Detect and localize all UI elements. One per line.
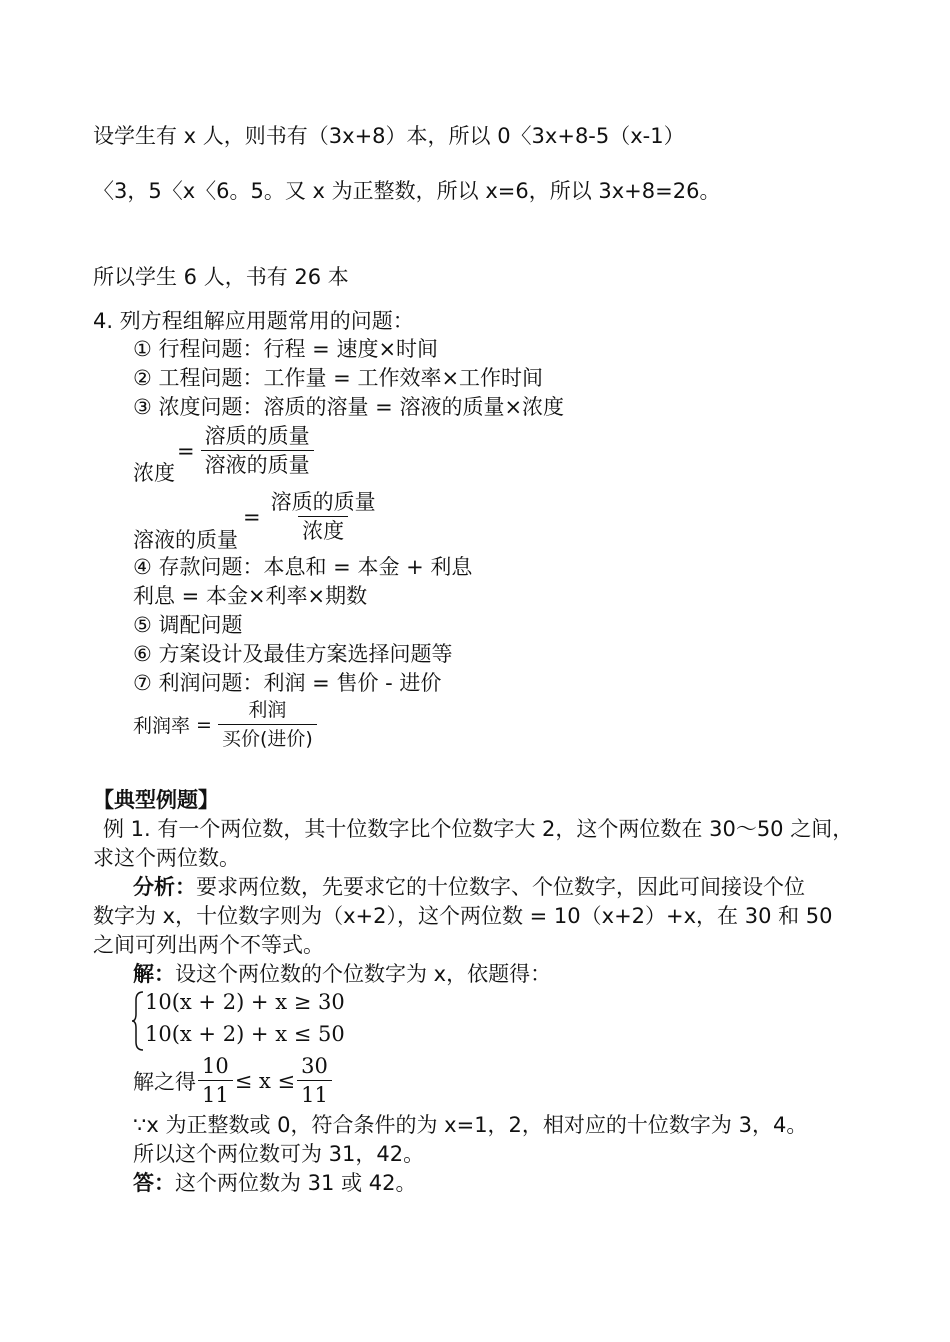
solution-range bbox=[133, 1052, 332, 1109]
equals-sign: = bbox=[196, 713, 212, 736]
fraction-numerator: 10 bbox=[202, 1054, 229, 1078]
paragraph-line: 设学生有 x 人，则书有（3x+8）本，所以 0〈3x+8-5（x-1） bbox=[93, 124, 685, 148]
question-line: 求这个两位数。 bbox=[93, 846, 240, 870]
left-brace-icon bbox=[131, 990, 145, 1052]
fraction-numerator: 溶质的质量 bbox=[270, 490, 376, 514]
profit-rate-formula bbox=[133, 696, 317, 753]
fraction-denominator: 11 bbox=[198, 1080, 233, 1109]
analysis-line: 数字为 x，十位数字则为（x+2），这个两位数 = 10（x+2）+x，在 30 和 50 bbox=[93, 904, 833, 928]
formula-fraction bbox=[243, 488, 380, 545]
section-title: 4. 列方程组解应用题常用的问题： bbox=[93, 309, 414, 333]
list-item: ⑤ 调配问题 bbox=[133, 613, 243, 637]
solution-line bbox=[133, 960, 551, 988]
conclusion-line: 所以这个两位数可为 31，42。 bbox=[133, 1142, 425, 1166]
list-item: 利息 = 本金×利率×期数 bbox=[133, 584, 368, 608]
list-item: ② 工程问题：工作量 = 工作效率×工作时间 bbox=[133, 366, 544, 390]
answer-text: 这个两位数为 31 或 42。 bbox=[175, 1171, 417, 1195]
analysis-line: 之间可列出两个不等式。 bbox=[93, 933, 324, 957]
inequality-1: 10(x + 2) + x ≥ 30 bbox=[145, 990, 345, 1014]
fraction-denominator: 11 bbox=[297, 1080, 332, 1109]
formula-lhs: 利润率 bbox=[133, 715, 191, 737]
formula-lhs: 浓度 bbox=[133, 461, 175, 485]
fraction-numerator: 溶质的质量 bbox=[204, 424, 310, 448]
question-line: 例 1. 有一个两位数，其十位数字比个位数字大 2，这个两位数在 30～50 之间， bbox=[103, 817, 854, 841]
analysis-label: 分析： bbox=[133, 875, 196, 899]
list-item: ⑦ 利润问题：利润 = 售价 - 进价 bbox=[133, 671, 442, 695]
equals-sign: = bbox=[243, 504, 261, 529]
solution-text: 设这个两位数的个位数字为 x，依题得： bbox=[175, 962, 552, 986]
list-item: ⑥ 方案设计及最佳方案选择问题等 bbox=[133, 642, 453, 666]
analysis-line bbox=[133, 873, 805, 901]
analysis-text: 要求两位数，先要求它的十位数字、个位数字，因此可间接设个位 bbox=[196, 875, 805, 899]
solution-prefix: 解之得 bbox=[133, 1069, 196, 1094]
list-item: ① 行程问题：行程 = 速度×时间 bbox=[133, 337, 439, 361]
example-heading: 【典型例题】 bbox=[93, 788, 219, 812]
fraction-numerator: 30 bbox=[301, 1054, 328, 1078]
range-operator: ≤ x ≤ bbox=[234, 1068, 296, 1093]
equals-sign: = bbox=[177, 438, 195, 463]
inequality-2: 10(x + 2) + x ≤ 50 bbox=[145, 1022, 345, 1046]
list-item: ③ 浓度问题：溶质的溶量 = 溶液的质量×浓度 bbox=[133, 395, 565, 419]
formula-fraction bbox=[177, 422, 314, 479]
answer-line bbox=[133, 1169, 416, 1197]
fraction-numerator: 利润 bbox=[248, 699, 287, 721]
list-item: ④ 存款问题：本息和 = 本金 + 利息 bbox=[133, 555, 473, 579]
fraction-denominator: 浓度 bbox=[298, 516, 348, 545]
fraction-denominator: 溶液的质量 bbox=[201, 450, 314, 479]
paragraph-line: 所以学生 6 人，书有 26 本 bbox=[93, 265, 349, 289]
formula-lhs: 溶液的质量 bbox=[133, 528, 238, 552]
fraction-denominator: 买价(进价) bbox=[218, 724, 317, 753]
solution-label: 解： bbox=[133, 962, 175, 986]
conclusion-line: ∵x 为正整数或 0，符合条件的为 x=1，2，相对应的十位数字为 3，4。 bbox=[133, 1113, 808, 1137]
paragraph-line: 〈3，5〈x〈6。5。又 x 为正整数，所以 x=6，所以 3x+8=26。 bbox=[93, 179, 721, 203]
answer-label: 答： bbox=[133, 1171, 175, 1195]
